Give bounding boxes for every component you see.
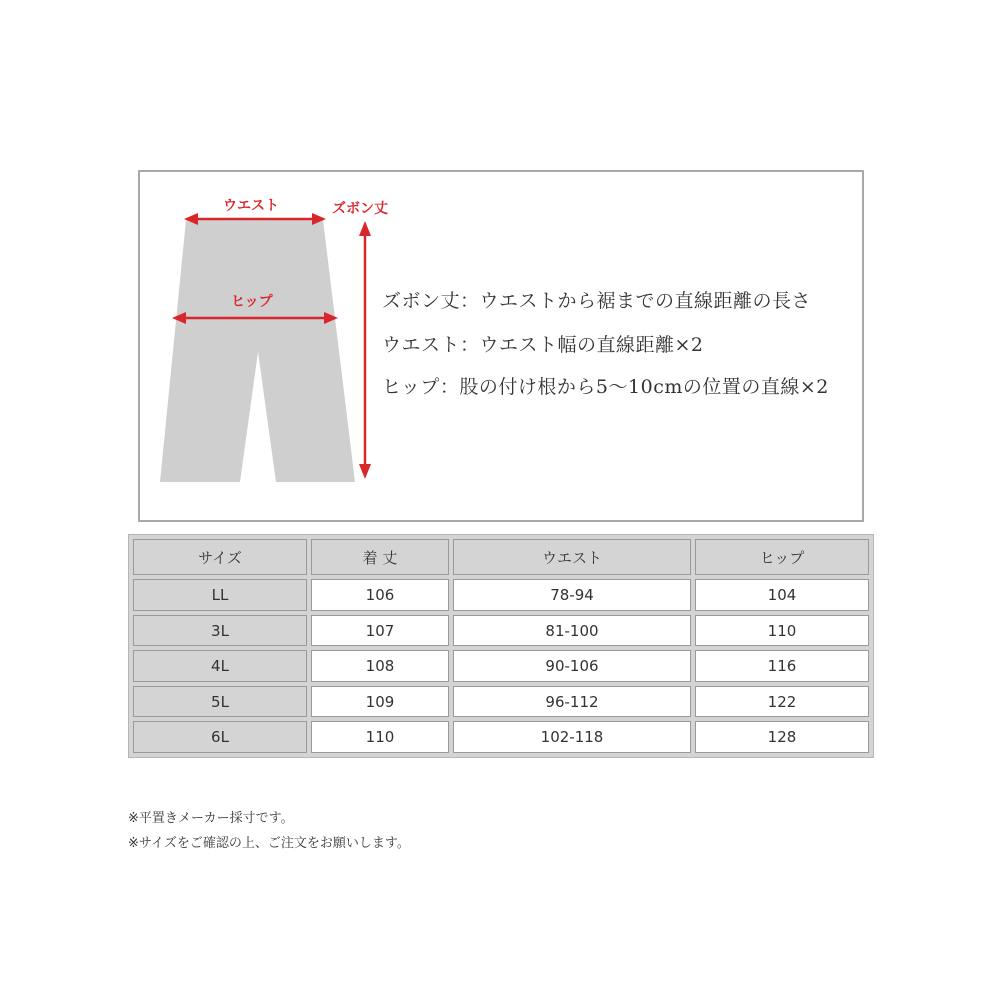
waist-description: ウエスト：ウエスト幅の直線距離×2 <box>382 334 704 356</box>
note-measurement: ※平置きメーカー採寸です。 <box>128 811 294 826</box>
size-cell: LL <box>133 579 307 611</box>
length-cell: 110 <box>311 721 449 753</box>
length-arrow-icon <box>359 221 371 479</box>
table-row <box>133 615 869 647</box>
length-cell: 107 <box>311 615 449 647</box>
length-cell: 106 <box>311 579 449 611</box>
length-description: ズボン丈：ウエストから裾までの直線距離の長さ <box>382 290 812 312</box>
table-header-row <box>133 539 869 575</box>
waist-cell: 78-94 <box>453 579 691 611</box>
waist-cell: 102-118 <box>453 721 691 753</box>
length-cell: 108 <box>311 650 449 682</box>
table-row <box>133 721 869 753</box>
size-cell: 5L <box>133 686 307 718</box>
table-row <box>133 650 869 682</box>
waist-cell: 96-112 <box>453 686 691 718</box>
hip-cell: 104 <box>695 579 869 611</box>
table-row <box>133 686 869 718</box>
header-size: サイズ <box>133 539 307 575</box>
hip-cell: 122 <box>695 686 869 718</box>
hip-label: ヒップ <box>231 294 273 310</box>
hip-cell: 128 <box>695 721 869 753</box>
hip-cell: 116 <box>695 650 869 682</box>
waist-cell: 90-106 <box>453 650 691 682</box>
hip-cell: 110 <box>695 615 869 647</box>
header-length: 着 丈 <box>311 539 449 575</box>
header-waist: ウエスト <box>453 539 691 575</box>
header-hip: ヒップ <box>695 539 869 575</box>
size-cell: 4L <box>133 650 307 682</box>
waist-cell: 81-100 <box>453 615 691 647</box>
length-label: ズボン丈 <box>332 201 388 217</box>
size-cell: 6L <box>133 721 307 753</box>
size-table <box>128 534 874 758</box>
pants-silhouette <box>160 220 355 482</box>
length-cell: 109 <box>311 686 449 718</box>
table-row <box>133 579 869 611</box>
note-confirm: ※サイズをご確認の上、ご注文をお願いします。 <box>128 836 410 851</box>
size-cell: 3L <box>133 615 307 647</box>
waist-label: ウエスト <box>223 198 279 214</box>
hip-description: ヒップ：股の付け根から5～10cmの位置の直線×2 <box>382 376 829 398</box>
